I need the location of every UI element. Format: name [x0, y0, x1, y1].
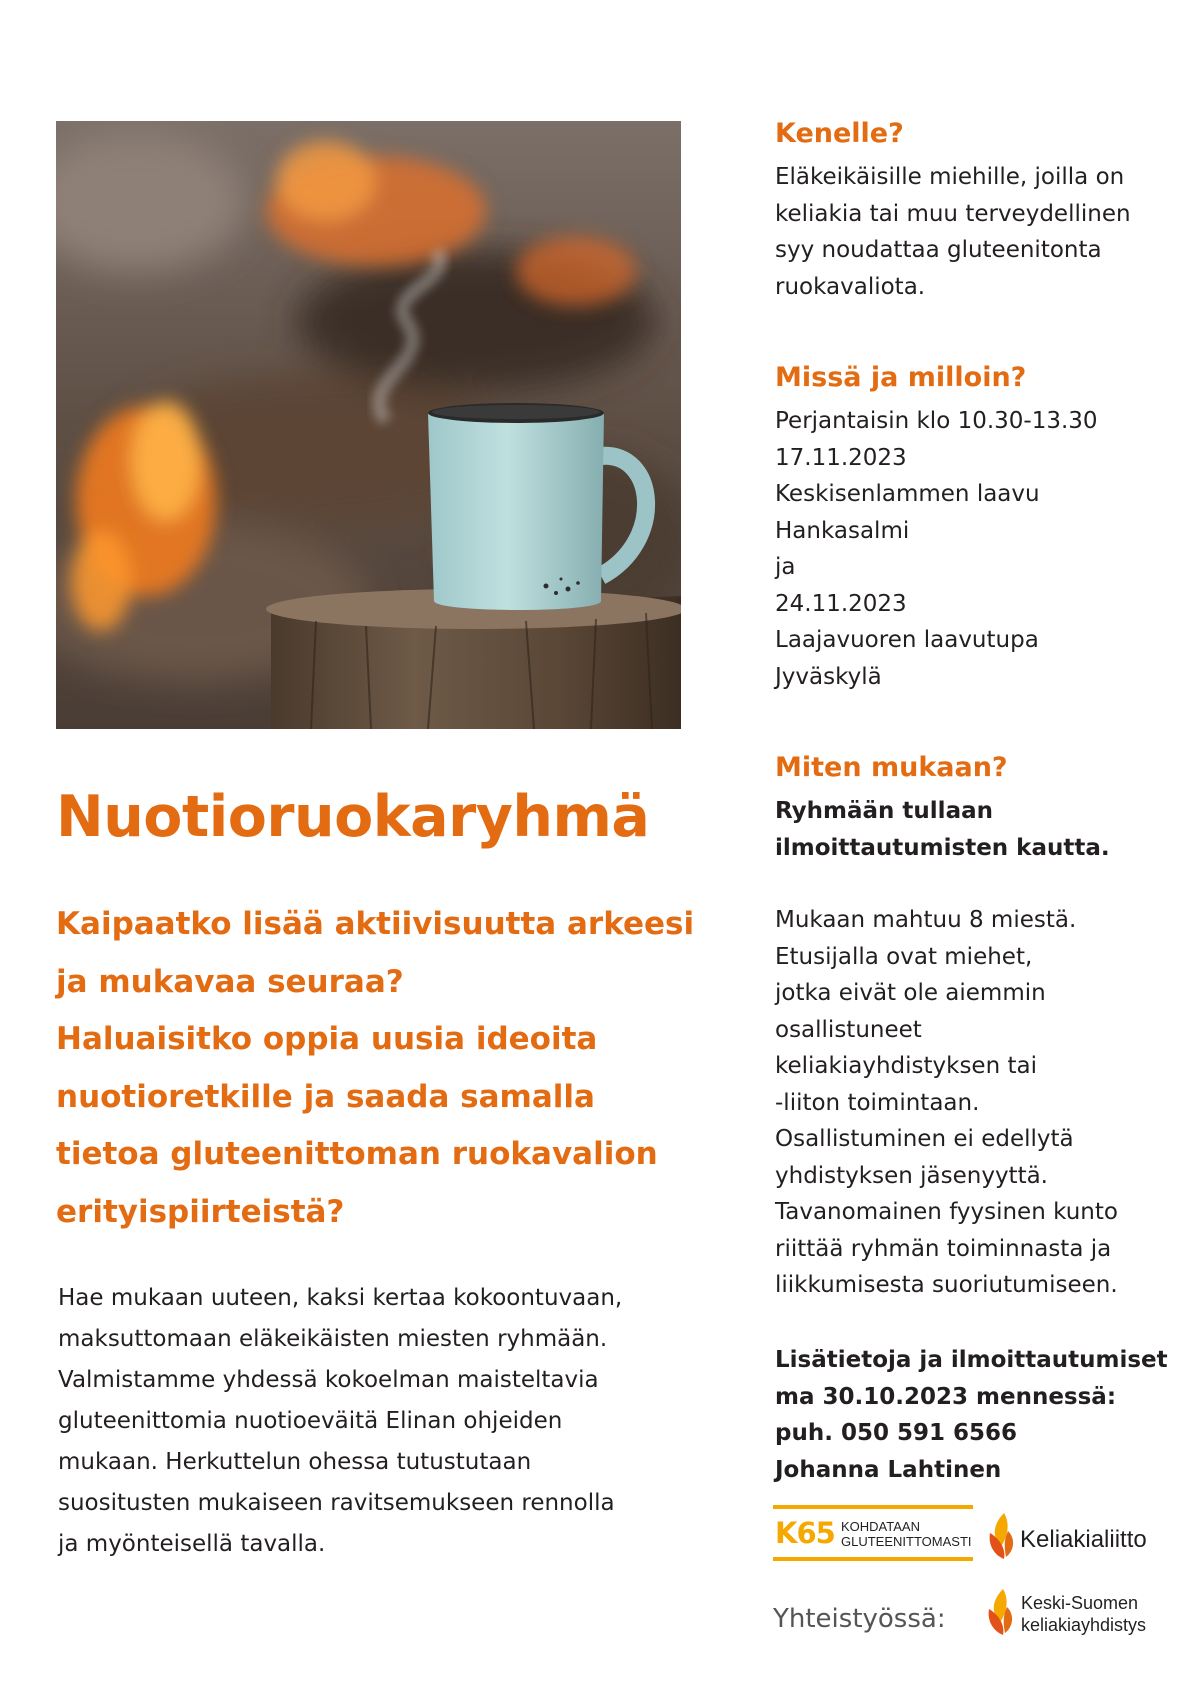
section-miten-mukaan — [775, 752, 1175, 1304]
intro-line: Haluaisitko oppia uusia ideoita — [56, 1021, 598, 1057]
contact-line: ma 30.10.2023 mennessä: — [775, 1383, 1117, 1410]
description-line: suositusten mukaiseen ravitsemukseen rennolla — [58, 1490, 615, 1516]
miten-line: riittää ryhmän toiminnasta ja — [775, 1235, 1112, 1262]
miten-bold-line: Ryhmään tullaan — [775, 798, 993, 824]
miten-line: keliakiayhdistyksen tai — [775, 1053, 1037, 1079]
miten-line: Etusijalla ovat miehet, — [775, 943, 1033, 970]
miten-heading: Miten mukaan? — [775, 752, 1008, 783]
intro-line: nuotioretkille ja saada samalla — [56, 1078, 595, 1115]
kenelle-text — [775, 159, 1175, 305]
miten-line: liikkumisesta suoriutumiseen. — [775, 1272, 1118, 1298]
section-kenelle — [775, 118, 1175, 305]
miten-bold-text — [775, 793, 1175, 866]
description-line: gluteenittomia nuotioeväitä Elinan ohjeiden — [58, 1408, 563, 1434]
k65-top-bar — [773, 1505, 973, 1509]
k65-logo — [773, 1505, 973, 1561]
missa-line: 17.11.2023 — [775, 444, 907, 471]
missa-line: ja — [775, 554, 796, 580]
kenelle-line: keliakia tai muu terveydellinen — [775, 200, 1131, 227]
miten-text — [775, 902, 1175, 1304]
section-missa-milloin — [775, 362, 1175, 695]
campfire-mug-photo — [56, 121, 681, 729]
description-line: ja myönteisellä tavalla. — [58, 1531, 326, 1557]
missa-line: Keskisenlammen laavu — [775, 481, 1040, 507]
missa-line: Perjantaisin klo 10.30-13.30 — [775, 408, 1098, 434]
description-line: Hae mukaan uuteen, kaksi kertaa kokoontuvaan, — [58, 1285, 623, 1311]
missa-line: 24.11.2023 — [775, 590, 907, 617]
intro-questions — [56, 896, 696, 1241]
section-contact — [775, 1342, 1175, 1488]
phone-number: puh. 050 591 6566 — [775, 1420, 1018, 1446]
k65-tagline-line: KOHDATAAN — [841, 1519, 920, 1534]
missa-line: Hankasalmi — [775, 517, 910, 544]
intro-line: ja mukavaa seuraa? — [56, 963, 404, 1000]
missa-line: Jyväskylä — [775, 663, 882, 690]
kenelle-heading: Kenelle? — [775, 118, 904, 149]
campfire-mug-illustration — [56, 121, 681, 729]
missa-line: Laajavuoren laavutupa — [775, 627, 1039, 653]
event-title: Nuotioruokaryhmä — [56, 784, 650, 850]
description-line: Valmistamme yhdessä kokoelman maisteltavia — [58, 1367, 599, 1393]
partner-logos — [773, 1505, 1173, 1675]
miten-line: -liiton toimintaan. — [775, 1089, 980, 1116]
kenelle-line: Eläkeikäisille miehille, joilla on — [775, 164, 1125, 190]
keliakialiitto-logo — [986, 1511, 1176, 1561]
collaboration-label — [773, 1604, 946, 1634]
keski-suomen-logo — [985, 1587, 1175, 1643]
intro-line: tietoa gluteenittoman ruokavalion — [56, 1136, 658, 1172]
miten-line: yhdistyksen jäsenyyttä. — [775, 1162, 1048, 1189]
keliakialiitto-name: Keliakialiitto — [1020, 1526, 1147, 1553]
collaboration-label-text: Yhteistyössä: — [773, 1604, 946, 1634]
missa-text — [775, 403, 1175, 695]
missa-heading: Missä ja milloin? — [775, 362, 1027, 393]
kenelle-line: syy noudattaa gluteenitonta — [775, 237, 1102, 263]
contact-person: Johanna Lahtinen — [775, 1456, 1002, 1483]
miten-line: Tavanomainen fyysinen kunto — [775, 1199, 1118, 1225]
intro-line: erityispiirteistä? — [56, 1193, 345, 1230]
k65-tagline — [841, 1519, 972, 1549]
event-description — [58, 1278, 658, 1565]
miten-line: jotka eivät ole aiemmin — [775, 980, 1046, 1006]
k65-bottom-bar — [773, 1557, 973, 1561]
k65-mark: K65 — [775, 1516, 835, 1550]
keski-suomen-line: Keski-Suomen — [1021, 1593, 1139, 1613]
contact-text — [775, 1342, 1175, 1488]
miten-line: Mukaan mahtuu 8 miestä. — [775, 907, 1077, 933]
miten-line: osallistuneet — [775, 1016, 922, 1043]
miten-bold-line: ilmoittautumisten kautta. — [775, 834, 1110, 861]
wheat-leaf-icon — [985, 1587, 1017, 1637]
wheat-leaf-icon — [986, 1511, 1018, 1561]
kenelle-line: ruokavaliota. — [775, 273, 926, 300]
intro-line: Kaipaatko lisää aktiivisuutta arkeesi — [56, 906, 695, 942]
k65-tagline-line: GLUTEENITTOMASTI — [841, 1534, 972, 1549]
miten-line: Osallistuminen ei edellytä — [775, 1126, 1074, 1152]
keski-suomen-name — [1021, 1592, 1146, 1636]
keski-suomen-line: keliakiayhdistys — [1021, 1615, 1147, 1635]
description-line: mukaan. Herkuttelun ohessa tutustutaan — [58, 1449, 532, 1475]
contact-line: Lisätietoja ja ilmoittautumiset — [775, 1347, 1168, 1373]
description-line: maksuttomaan eläkeikäisten miesten ryhmään. — [58, 1326, 608, 1352]
